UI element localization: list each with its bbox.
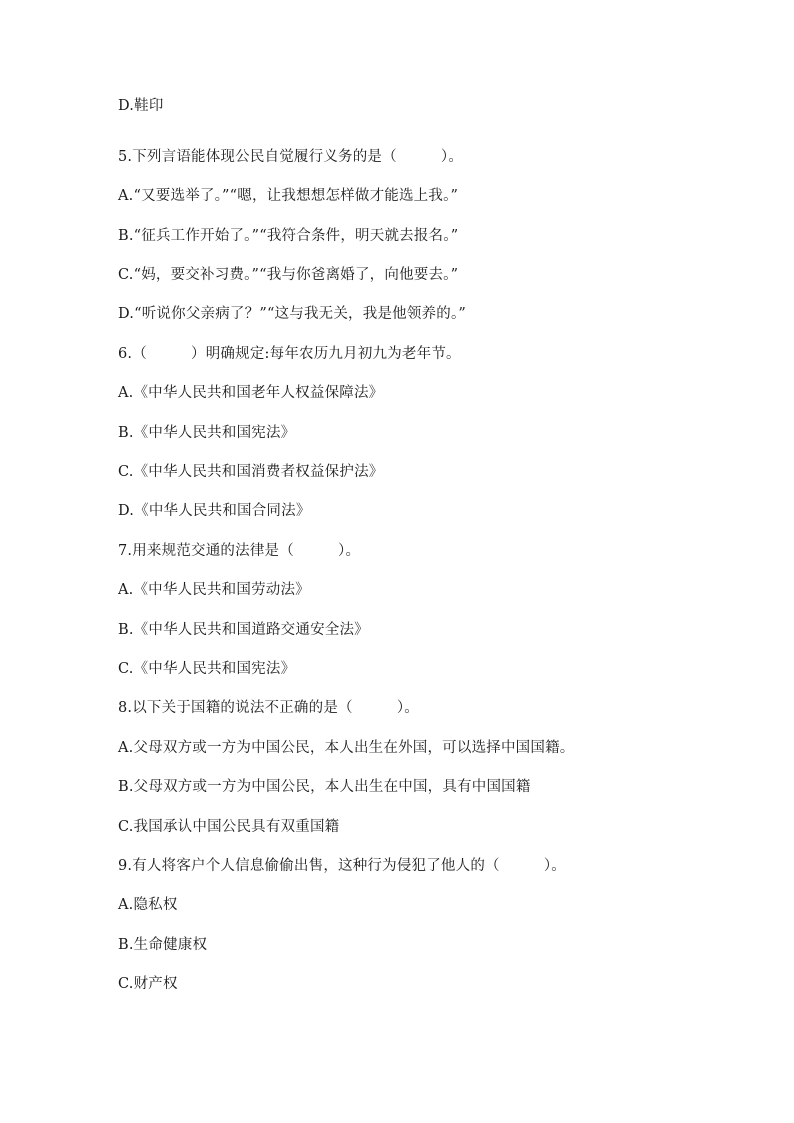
- option-9a: A.隐私权: [118, 897, 178, 913]
- question-8: 8.以下关于国籍的说法不正确的是（ ）。: [118, 700, 419, 716]
- option-7b: B.《中华人民共和国道路交通安全法》: [118, 622, 369, 638]
- option-5c: C.“妈，要交补习费。”“我与你爸离婚了，向他要去。”: [118, 267, 459, 283]
- option-5a: A.“又要选举了。”“嗯，让我想想怎样做才能选上我。”: [118, 188, 459, 204]
- question-9: 9.有人将客户个人信息偷偷出售，这种行为侵犯了他人的（ ）。: [118, 858, 566, 874]
- option-8a: A.父母双方或一方为中国公民，本人出生在外国，可以选择中国国籍。: [118, 740, 575, 756]
- option-7a: A.《中华人民共和国劳动法》: [118, 582, 310, 598]
- option-9c: C.财产权: [118, 976, 178, 992]
- option-6c: C.《中华人民共和国消费者权益保护法》: [118, 464, 384, 480]
- option-9b: B.生命健康权: [118, 937, 208, 953]
- option-6a: A.《中华人民共和国老年人权益保障法》: [118, 385, 384, 401]
- question-5: 5.下列言语能体现公民自觉履行义务的是（ ）。: [118, 149, 464, 165]
- option-5b: B.“征兵工作开始了。”“我符合条件，明天就去报名。”: [118, 228, 459, 244]
- option-8c: C.我国承认中国公民具有双重国籍: [118, 819, 340, 835]
- option-4d: D.鞋印: [118, 98, 164, 114]
- option-8b: B.父母双方或一方为中国公民，本人出生在中国，具有中国国籍: [118, 779, 531, 795]
- option-5d: D.“听说你父亲病了？”“这与我无关，我是他领养的。”: [118, 306, 467, 322]
- option-6d: D.《中华人民共和国合同法》: [118, 503, 311, 519]
- question-6: 6.（ ）明确规定:每年农历九月初九为老年节。: [118, 346, 461, 362]
- question-7: 7.用来规范交通的法律是（ ）。: [118, 543, 361, 559]
- option-7c: C.《中华人民共和国宪法》: [118, 661, 296, 677]
- option-6b: B.《中华人民共和国宪法》: [118, 425, 296, 441]
